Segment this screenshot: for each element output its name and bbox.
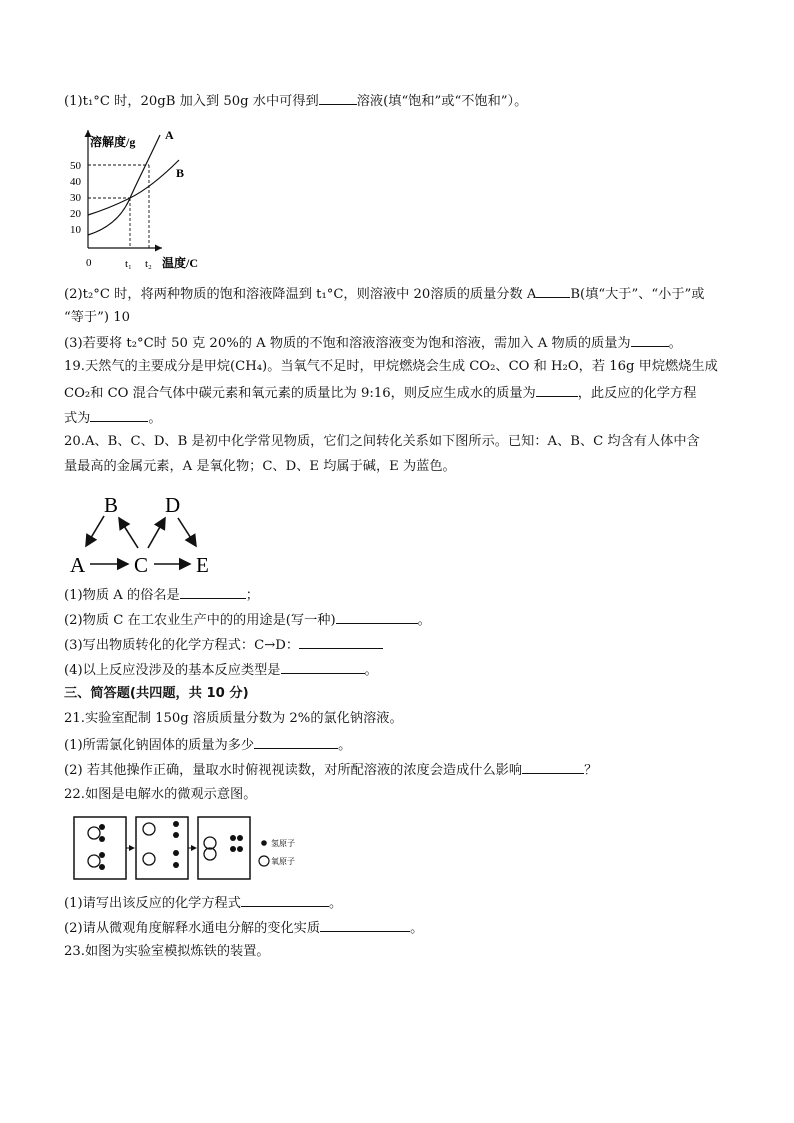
arrow-c-to-d xyxy=(148,518,165,548)
q19-line1: 19.天然气的主要成分是甲烷(CH₄)。当氧气不足时，甲烷燃烧会生成 CO₂、CO 和 H₂O，若 16g 甲烷燃烧生成 xyxy=(64,359,718,374)
answer-blank[interactable] xyxy=(320,918,410,932)
answer-blank[interactable] xyxy=(522,760,584,774)
q22-sub2: (2)请从微观角度解释水通电分解的变化实质 。 xyxy=(64,918,423,938)
section-heading: 三、简答题(共四题，共 10 分) xyxy=(64,686,249,701)
q20-line2: 量最高的金属元素，A 是氧化物；C、D、E 均属于碱，E 为蓝色。 xyxy=(64,459,456,474)
arrow-b-to-a xyxy=(86,516,104,546)
q18-part1: (1)t₁°C 时，20gB 加入到 50g 水中可得到 溶液(填“饱和”或“不饱和”）。 xyxy=(64,91,527,111)
origin-label: 0 xyxy=(86,257,92,269)
y-tick-label: 40 xyxy=(70,176,81,188)
answer-blank[interactable] xyxy=(336,610,418,624)
q20-sub3: (3)写出物质转化的化学方程式：C→D： xyxy=(64,635,383,655)
curve-b-label: B xyxy=(176,166,185,180)
solubility-chart xyxy=(62,125,212,270)
legend-oxygen: 氧原子 xyxy=(271,857,295,866)
node-a: A xyxy=(70,553,86,577)
node-d: D xyxy=(165,493,181,517)
node-c: C xyxy=(134,553,149,577)
x-tick-label: t₂ xyxy=(145,258,152,270)
oxygen-atom-icon xyxy=(259,856,269,866)
answer-blank[interactable] xyxy=(536,383,578,397)
q18-part2-cont: “等于”) 10 xyxy=(64,310,130,325)
hydrogen-atom-icon xyxy=(261,840,267,846)
y-tick-label: 50 xyxy=(70,160,81,172)
y-axis-label: 溶解度/g xyxy=(90,135,136,149)
answer-blank[interactable] xyxy=(90,408,148,422)
curve-b xyxy=(88,160,179,215)
answer-blank[interactable] xyxy=(631,333,669,347)
q21-sub1: (1)所需氯化钠固体的质量为多少 。 xyxy=(64,735,351,755)
curve-a-label: A xyxy=(165,128,174,142)
answer-blank[interactable] xyxy=(319,91,357,105)
arrow-d-to-e xyxy=(178,518,196,546)
q22-sub1: (1)请写出该反应的化学方程式 。 xyxy=(64,893,342,913)
legend-hydrogen: 氢原子 xyxy=(271,839,295,848)
arrow-c-to-b xyxy=(119,518,138,548)
node-b: B xyxy=(104,493,119,517)
q20-line1: 20.A、B、C、D、B 是初中化学常见物质，它们之间转化关系如下图所示。已知：A、B、C 均含有人体中含 xyxy=(64,434,700,449)
answer-blank[interactable] xyxy=(281,660,365,674)
answer-blank[interactable] xyxy=(241,893,329,907)
x-axis-label: 温度/C xyxy=(162,256,199,270)
y-tick-label: 20 xyxy=(70,208,81,220)
q23-stem: 23.如图为实验室模拟炼铁的装置。 xyxy=(64,944,270,959)
electrolysis-diagram xyxy=(70,813,315,885)
answer-blank[interactable] xyxy=(254,735,338,749)
conversion-diagram xyxy=(64,490,224,582)
answer-blank[interactable] xyxy=(180,585,246,599)
q21-sub2: (2) 若其他操作正确，量取水时俯视视读数，对所配溶液的浓度会造成什么影响 ？ xyxy=(64,760,597,780)
y-tick-label: 30 xyxy=(70,192,81,204)
q21-stem: 21.实验室配制 150g 溶质质量分数为 2%的氯化钠溶液。 xyxy=(64,711,403,726)
y-tick-label: 10 xyxy=(70,224,81,236)
q19-line2: CO₂和 CO 混合气体中碳元素和氧元素的质量比为 9:16，则反应生成水的质量为 ，此反应的化学方程 xyxy=(64,383,696,403)
q18-part2: (2)t₂°C 时，将两种物质的饱和溶液降温到 t₁°C，则溶液中 20溶质的质量分数 A B(填“大于”、“小于”或 xyxy=(64,284,704,304)
answer-blank[interactable] xyxy=(299,635,383,649)
q19-line3: 式为 。 xyxy=(64,408,162,428)
x-tick-label: t₁ xyxy=(125,258,132,270)
q20-sub4: (4)以上反应没涉及的基本反应类型是 。 xyxy=(64,660,378,680)
q18-part3: (3)若要将 t₂°C时 50 克 20%的 A 物质的不饱和溶液溶液变为饱和溶液，需加入 A 物质的质量为 。 xyxy=(64,333,682,353)
q22-stem: 22.如图是电解水的微观示意图。 xyxy=(64,787,257,802)
node-e: E xyxy=(196,553,209,577)
q20-sub2: (2)物质 C 在工农业生产中的的用途是(写一种) 。 xyxy=(64,610,431,630)
answer-blank[interactable] xyxy=(536,284,570,298)
q20-sub1: (1)物质 A 的俗名是 ； xyxy=(64,585,259,605)
